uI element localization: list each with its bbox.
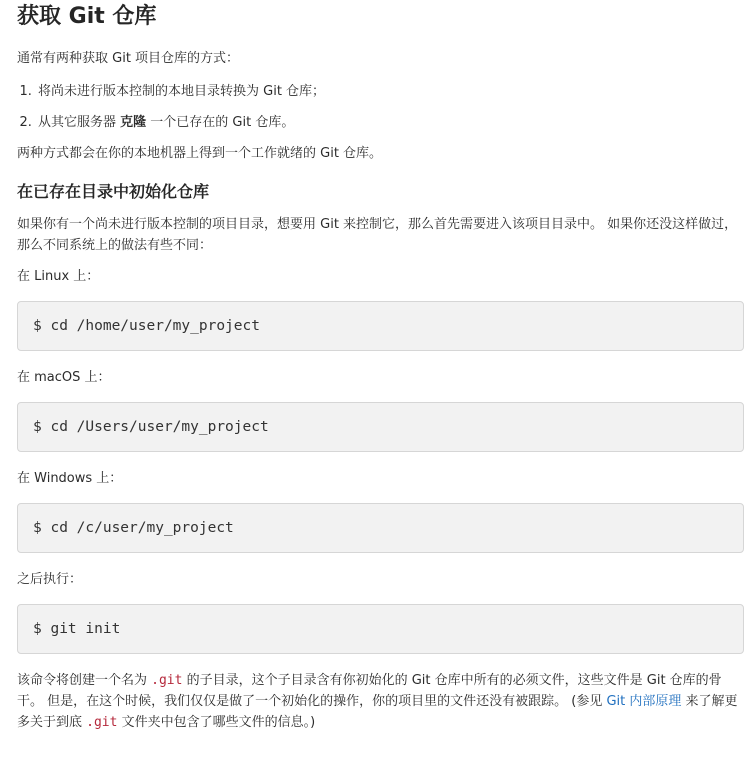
git-dir-code: .git [151,673,183,688]
intro-paragraph: 通常有两种获取 Git 项目仓库的方式： [17,51,240,66]
explain-part-2: 的子目录，这个子目录含有你初始化的 Git 仓库中所有的必须文件，这些文件是 Git 仓库的骨干。 但是，在这个时候，我们仅仅是做了一个初始化的操作，你的项目里的文件还没有被跟踪。 (参见 [17,673,722,709]
summary-paragraph: 两种方式都会在你的本地机器上得到一个工作就绪的 Git 仓库。 [17,146,383,161]
linux-label: 在 Linux 上： [17,269,100,284]
git-internals-link[interactable]: Git 内部原理 [606,694,682,709]
explain-part-3: 来了解更多关于到底 [17,694,738,730]
windows-code-block[interactable]: $ cd /c/user/my_project [17,503,744,553]
git-init-code-block[interactable]: $ git init [17,604,744,654]
macos-code-block[interactable]: $ cd /Users/user/my_project [17,402,744,452]
git-dir-code: .git [86,715,118,730]
method-1-text: 将尚未进行版本控制的本地目录转换为 Git 仓库； [38,84,326,99]
method-2-post: 一个已存在的 Git 仓库。 [146,115,295,130]
list-item [36,81,744,102]
macos-label: 在 macOS 上： [17,370,111,385]
linux-code-block[interactable]: $ cd /home/user/my_project [17,301,744,351]
methods-list [17,81,744,133]
windows-label: 在 Windows 上： [17,471,123,486]
page-title: 获取 Git 仓库 [17,4,157,29]
section-heading: 在已存在目录中初始化仓库 [17,182,210,201]
explain-part-4: 文件夹中包含了哪些文件的信息。) [117,715,316,730]
list-item [36,112,744,133]
section-description: 如果你有一个尚未进行版本控制的项目目录，想要用 Git 来控制它，那么首先需要进入该项目目录中。 如果你还没这样做过，那么不同系统上的做法有些不同： [17,217,738,253]
then-label: 之后执行： [17,572,83,587]
explain-part-1: 该命令将创建一个名为 [17,673,152,688]
explanation-paragraph [17,670,744,733]
clone-term: 克隆 [120,115,147,130]
method-2-pre: 从其它服务器 [38,115,121,130]
